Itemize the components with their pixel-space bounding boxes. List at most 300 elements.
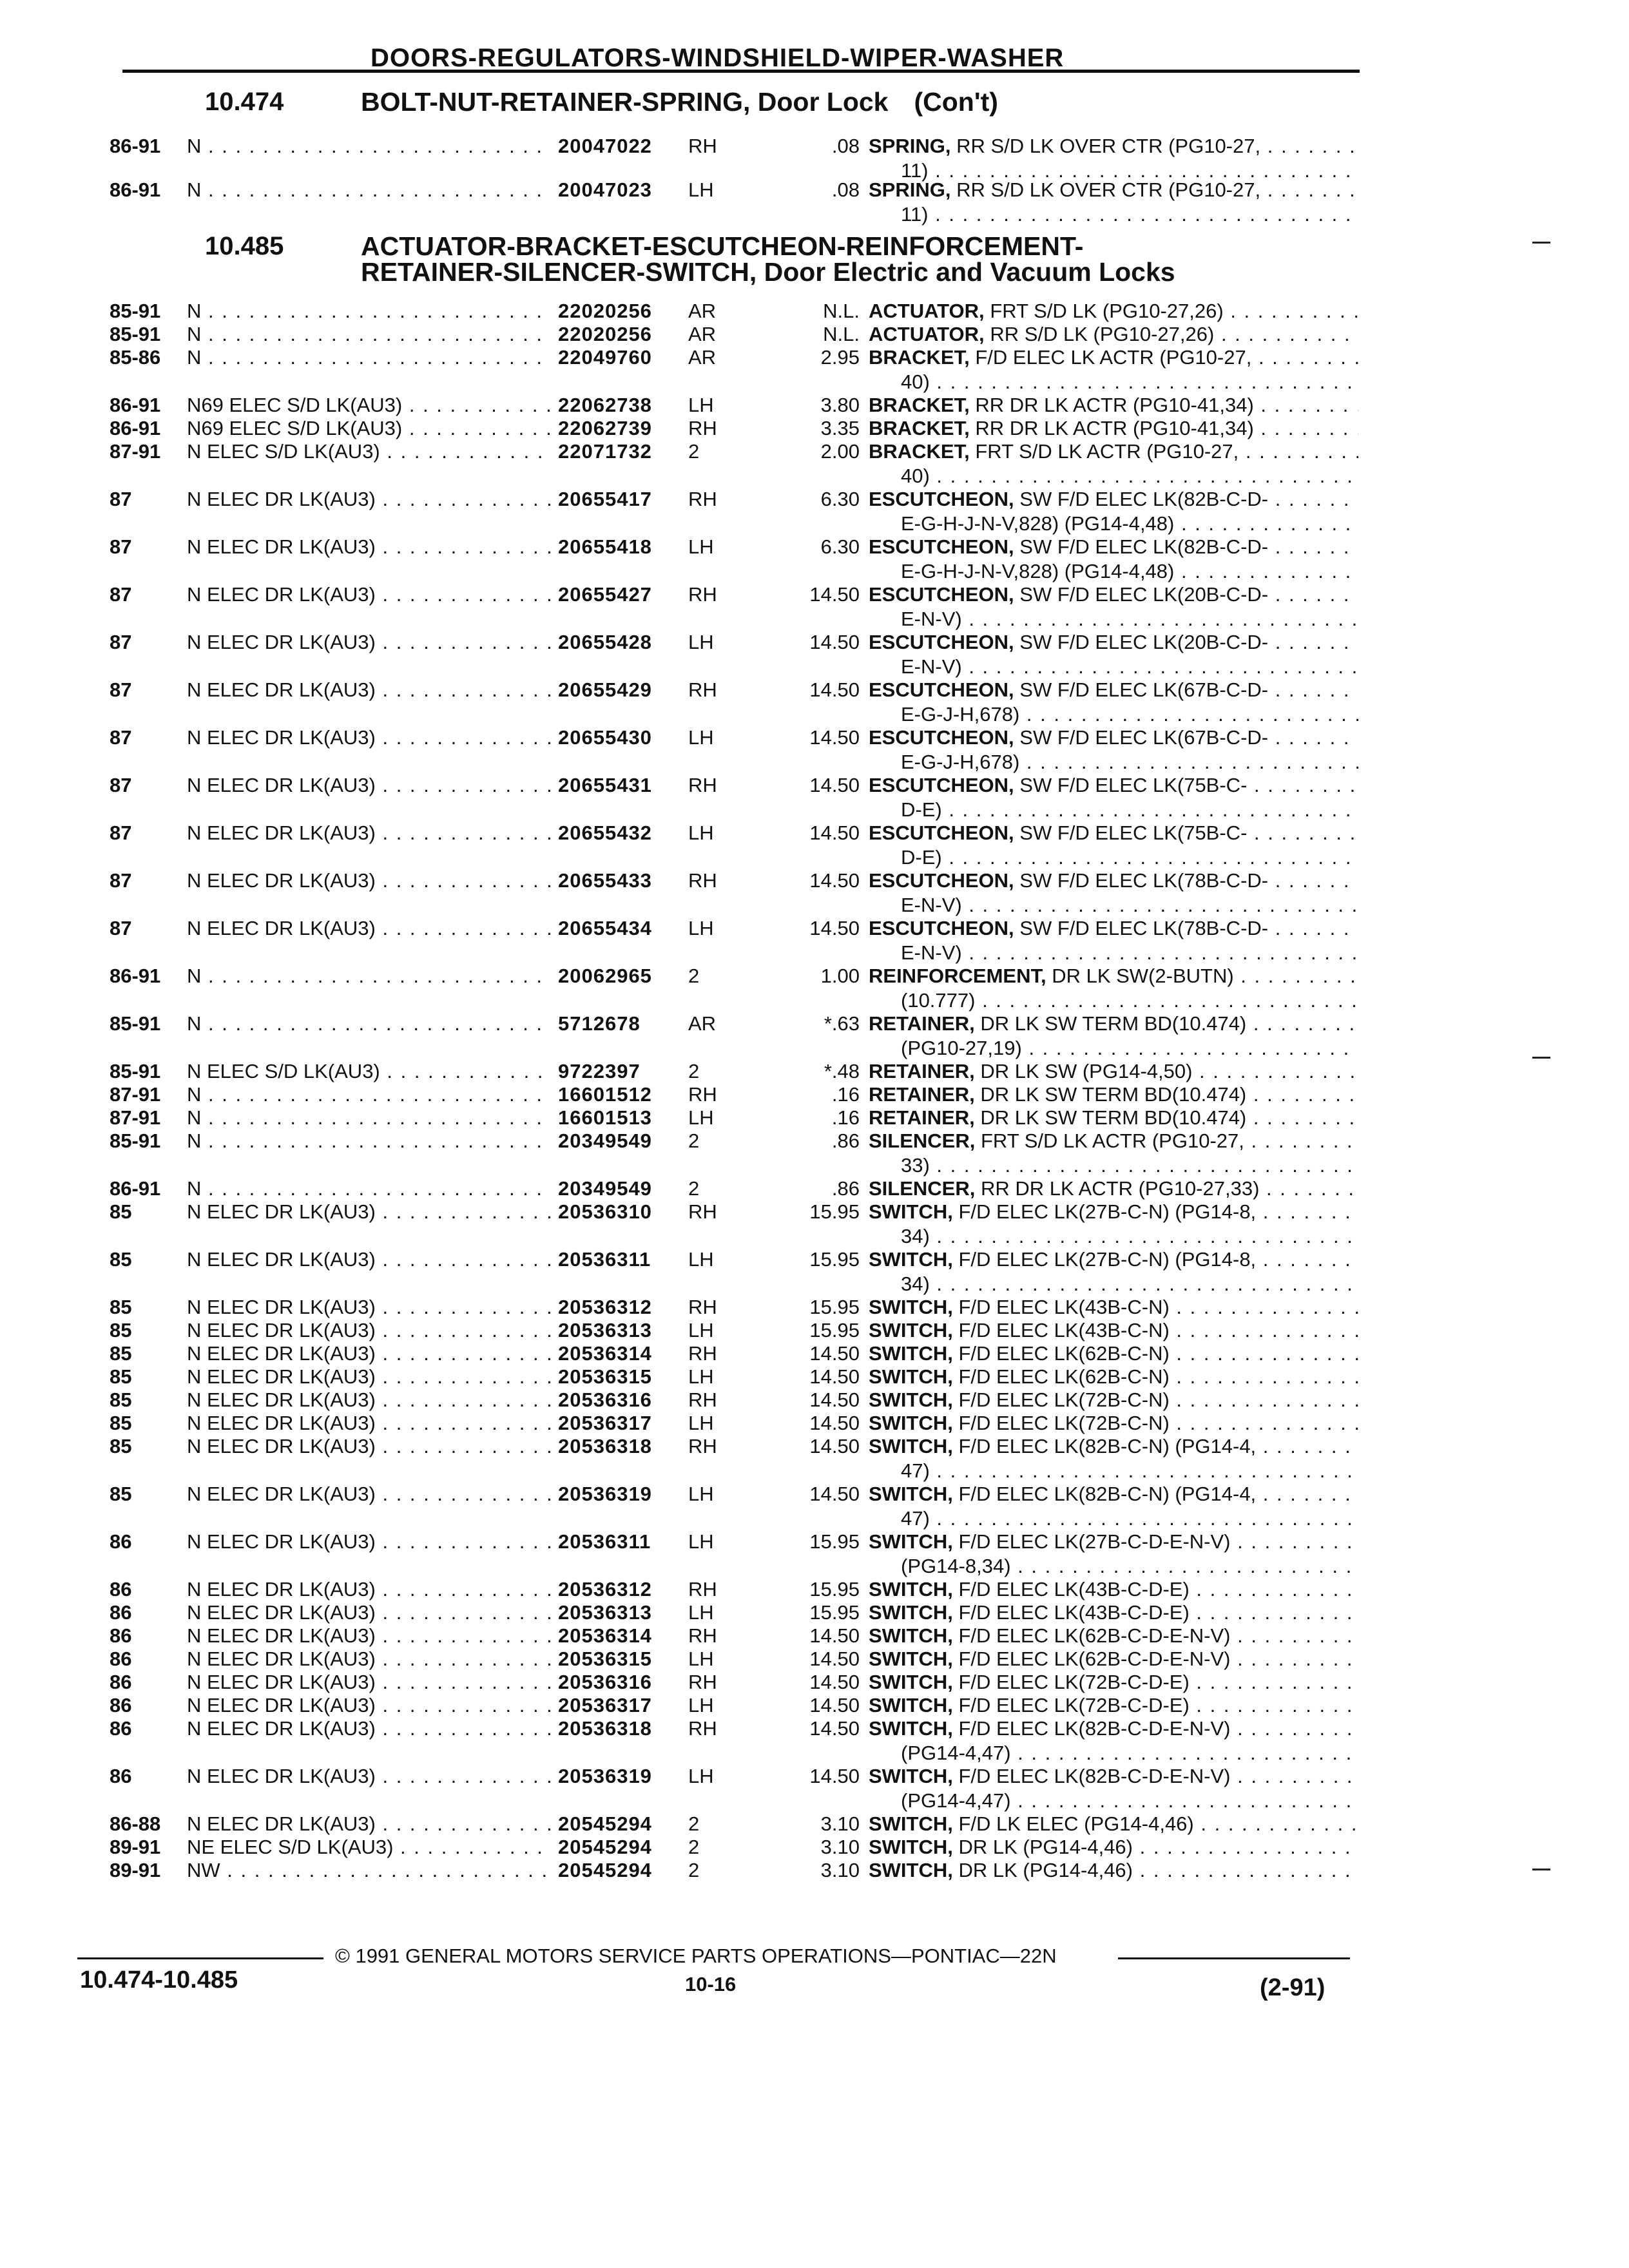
price: 15.95 xyxy=(809,1601,860,1624)
description-continuation: E-G-H-J-N-V,828) (PG14-4,48) . . . xyxy=(901,559,1358,584)
part-number: 20536311 xyxy=(558,1530,651,1553)
parts-row xyxy=(0,1295,1629,1320)
description-text: F/D ELEC LK(62B-C-D-E-N-V) xyxy=(958,1648,1231,1670)
model-years: 87-91 xyxy=(110,1083,161,1106)
model-years: 85 xyxy=(110,1200,132,1223)
description-keyword: SILENCER, xyxy=(869,1129,976,1152)
price: 14.50 xyxy=(809,1694,860,1716)
parts-row xyxy=(0,916,1629,964)
quantity: LH xyxy=(688,1106,714,1129)
model-years: 85 xyxy=(110,1319,132,1341)
footer-date: (2-91) xyxy=(1260,1974,1325,2001)
model-years: 85 xyxy=(110,1412,132,1434)
section-title: ACTUATOR-BRACKET-ESCUTCHEON-REINFORCEMENT- xyxy=(361,231,1084,261)
description-continuation: (PG14-8,34) . . . xyxy=(901,1554,1358,1579)
model-years: 87 xyxy=(110,535,132,558)
parts-row xyxy=(0,345,1629,393)
description-keyword: SWITCH, xyxy=(869,1624,953,1647)
description-keyword: SWITCH, xyxy=(869,1859,953,1881)
description-continuation: E-G-H-J-N-V,828) (PG14-4,48) . . . xyxy=(901,512,1358,536)
price: .08 xyxy=(831,135,860,157)
description-keyword: BRACKET, xyxy=(869,346,970,369)
parts-row xyxy=(0,1247,1629,1295)
quantity: RH xyxy=(688,1578,717,1600)
quantity: RH xyxy=(688,1342,717,1365)
part-number: 20545294 xyxy=(558,1836,652,1858)
usage-qualifier: N . . . xyxy=(187,178,552,202)
part-number: 20536314 xyxy=(558,1624,652,1647)
description-text: SW F/D ELEC LK(82B-C-D- xyxy=(1019,535,1269,558)
model-years: 86 xyxy=(110,1624,132,1647)
description xyxy=(869,1764,1358,1789)
description xyxy=(869,916,1358,941)
description-text: F/D ELEC LK(82B-C-N) (PG14-4, xyxy=(958,1435,1257,1457)
model-years: 86 xyxy=(110,1530,132,1553)
parts-row xyxy=(0,322,1629,347)
description-text: DR LK (PG14-4,46) xyxy=(958,1859,1133,1881)
usage-qualifier: N ELEC DR LK(AU3) . . . xyxy=(187,1411,552,1436)
description-keyword: ACTUATOR, xyxy=(869,300,985,322)
section-number: 10.474 xyxy=(205,88,284,116)
model-years: 85-91 xyxy=(110,1012,161,1035)
model-years: 85 xyxy=(110,1342,132,1365)
description-text: F/D ELEC LK(82B-C-N) (PG14-4, xyxy=(958,1483,1257,1505)
description-text: F/D ELEC LK(27B-C-N) (PG14-8, xyxy=(958,1248,1257,1271)
quantity: RH xyxy=(688,1389,717,1411)
model-years: 85 xyxy=(110,1389,132,1411)
description-text: SW F/D ELEC LK(78B-C-D- xyxy=(1019,917,1269,939)
price: 14.50 xyxy=(809,1365,860,1388)
price: .86 xyxy=(831,1177,860,1200)
parts-row xyxy=(0,134,1629,182)
model-years: 86 xyxy=(110,1601,132,1624)
part-number: 22020256 xyxy=(558,300,652,322)
description-keyword: ESCUTCHEON, xyxy=(869,822,1014,844)
description-keyword: ESCUTCHEON, xyxy=(869,678,1014,701)
part-number: 20536311 xyxy=(558,1248,651,1271)
parts-row xyxy=(0,773,1629,821)
model-years: 87 xyxy=(110,678,132,701)
description-text: F/D ELEC LK(72B-C-N) xyxy=(958,1389,1170,1411)
description-continuation: (PG10-27,19) . . . xyxy=(901,1036,1358,1061)
continued-label: (Con't) xyxy=(914,87,998,117)
part-number: 20545294 xyxy=(558,1812,652,1835)
price: 6.30 xyxy=(820,535,860,558)
model-years: 87 xyxy=(110,488,132,510)
usage-qualifier: N . . . xyxy=(187,134,552,159)
description xyxy=(869,393,1358,418)
description xyxy=(869,773,1358,798)
quantity: LH xyxy=(688,822,714,844)
model-years: 87 xyxy=(110,774,132,796)
quantity: RH xyxy=(688,1624,717,1647)
description-continuation: 47) . . . xyxy=(901,1459,1358,1483)
description-keyword: SWITCH, xyxy=(869,1389,953,1411)
description xyxy=(869,1411,1358,1436)
price: N.L. xyxy=(823,323,860,345)
parts-row xyxy=(0,1434,1629,1482)
description-text: F/D ELEC LK(72B-C-D-E) xyxy=(958,1694,1190,1716)
parts-row xyxy=(0,1177,1629,1201)
usage-qualifier: N ELEC S/D LK(AU3) . . . xyxy=(187,1059,552,1084)
description-continuation: 33) . . . xyxy=(901,1153,1358,1178)
description xyxy=(869,134,1358,159)
description xyxy=(869,487,1358,512)
quantity: LH xyxy=(688,394,714,416)
model-years: 86 xyxy=(110,1765,132,1787)
part-number: 20536317 xyxy=(558,1694,652,1716)
price: .86 xyxy=(831,1129,860,1152)
parts-row xyxy=(0,582,1629,630)
usage-qualifier: N ELEC DR LK(AU3) . . . xyxy=(187,487,552,512)
quantity: RH xyxy=(688,488,717,510)
model-years: 86 xyxy=(110,1648,132,1670)
part-number: 22020256 xyxy=(558,323,652,345)
parts-row xyxy=(0,869,1629,916)
part-number: 16601512 xyxy=(558,1083,652,1106)
quantity: LH xyxy=(688,1530,714,1553)
description xyxy=(869,1530,1358,1554)
model-years: 87 xyxy=(110,917,132,939)
description-continuation: (PG14-4,47) . . . xyxy=(901,1741,1358,1765)
model-years: 87-91 xyxy=(110,440,161,463)
model-years: 86-91 xyxy=(110,417,161,439)
description-continuation: (PG14-4,47) . . . xyxy=(901,1789,1358,1813)
part-number: 20536314 xyxy=(558,1342,652,1365)
quantity: AR xyxy=(688,346,717,369)
parts-row xyxy=(0,1530,1629,1577)
footer-rule xyxy=(77,1957,323,1959)
description-text: RR S/D LK OVER CTR (PG10-27, xyxy=(956,135,1261,157)
description xyxy=(869,1600,1358,1625)
price: N.L. xyxy=(823,300,860,322)
description-keyword: BRACKET, xyxy=(869,394,970,416)
description xyxy=(869,1012,1358,1036)
usage-qualifier: N ELEC S/D LK(AU3) . . . xyxy=(187,439,552,464)
model-years: 87 xyxy=(110,726,132,749)
quantity: RH xyxy=(688,774,717,796)
description-text: F/D ELEC LK(82B-C-D-E-N-V) xyxy=(958,1717,1231,1740)
price: 14.50 xyxy=(809,917,860,939)
description-keyword: SWITCH, xyxy=(869,1765,953,1787)
description-continuation: 34) . . . xyxy=(901,1224,1358,1249)
description xyxy=(869,1247,1358,1272)
model-years: 85-91 xyxy=(110,300,161,322)
model-years: 86 xyxy=(110,1717,132,1740)
parts-row xyxy=(0,1411,1629,1436)
usage-qualifier: N . . . xyxy=(187,322,552,347)
price: 15.95 xyxy=(809,1248,860,1271)
usage-qualifier: N ELEC DR LK(AU3) . . . xyxy=(187,1577,552,1602)
model-years: 89-91 xyxy=(110,1836,161,1858)
model-years: 86 xyxy=(110,1671,132,1693)
parts-row xyxy=(0,1764,1629,1812)
description xyxy=(869,678,1358,702)
usage-qualifier: N . . . xyxy=(187,1177,552,1201)
description-keyword: RETAINER, xyxy=(869,1012,975,1035)
header-rule xyxy=(122,70,1360,73)
usage-qualifier: N ELEC DR LK(AU3) . . . xyxy=(187,1764,552,1789)
price: 14.50 xyxy=(809,583,860,606)
part-number: 20536312 xyxy=(558,1578,652,1600)
usage-qualifier: N ELEC DR LK(AU3) . . . xyxy=(187,1247,552,1272)
description-text: F/D ELEC LK(62B-C-N) xyxy=(958,1342,1170,1365)
price: 3.10 xyxy=(820,1812,860,1835)
usage-qualifier: N ELEC DR LK(AU3) . . . xyxy=(187,773,552,798)
description-keyword: SWITCH, xyxy=(869,1342,953,1365)
description-keyword: ESCUTCHEON, xyxy=(869,535,1014,558)
description-continuation: 34) . . . xyxy=(901,1272,1358,1296)
usage-qualifier: N ELEC DR LK(AU3) . . . xyxy=(187,1647,552,1671)
parts-row xyxy=(0,1693,1629,1718)
usage-qualifier: N ELEC DR LK(AU3) . . . xyxy=(187,1624,552,1648)
description xyxy=(869,1577,1358,1602)
usage-qualifier: N . . . xyxy=(187,964,552,988)
margin-mark xyxy=(1532,1869,1550,1870)
margin-mark xyxy=(1532,1057,1550,1059)
price: 3.10 xyxy=(820,1859,860,1881)
price: 3.10 xyxy=(820,1836,860,1858)
price: 14.50 xyxy=(809,1765,860,1787)
part-number: 20047022 xyxy=(558,135,652,157)
parts-row xyxy=(0,1106,1629,1130)
description xyxy=(869,1647,1358,1671)
usage-qualifier: N . . . xyxy=(187,1106,552,1130)
parts-row xyxy=(0,1858,1629,1883)
quantity: AR xyxy=(688,323,717,345)
quantity: RH xyxy=(688,1083,717,1106)
price: 15.95 xyxy=(809,1530,860,1553)
part-number: 20545294 xyxy=(558,1859,652,1881)
part-number: 22049760 xyxy=(558,346,652,369)
description xyxy=(869,964,1358,988)
usage-qualifier: N ELEC DR LK(AU3) . . . xyxy=(187,1600,552,1625)
description-continuation: 40) . . . xyxy=(901,370,1358,394)
model-years: 86 xyxy=(110,1694,132,1716)
parts-row xyxy=(0,393,1629,418)
price: 14.50 xyxy=(809,1483,860,1505)
model-years: 86-91 xyxy=(110,965,161,987)
description-continuation: D-E) . . . xyxy=(901,798,1358,822)
price: .08 xyxy=(831,178,860,201)
model-years: 86-88 xyxy=(110,1812,161,1835)
part-number: 20536310 xyxy=(558,1200,652,1223)
part-number: 20349549 xyxy=(558,1129,652,1152)
description-keyword: SWITCH, xyxy=(869,1319,953,1341)
description-keyword: SPRING, xyxy=(869,178,951,201)
price: 15.95 xyxy=(809,1200,860,1223)
description xyxy=(869,1341,1358,1366)
quantity: RH xyxy=(688,1200,717,1223)
parts-row xyxy=(0,439,1629,487)
description xyxy=(869,1106,1358,1130)
description xyxy=(869,582,1358,607)
description-text: RR S/D LK OVER CTR (PG10-27, xyxy=(956,178,1261,201)
description-keyword: ESCUTCHEON, xyxy=(869,583,1014,606)
usage-qualifier: N ELEC DR LK(AU3) . . . xyxy=(187,1670,552,1695)
part-number: 20655432 xyxy=(558,822,652,844)
description xyxy=(869,299,1358,323)
price: 14.50 xyxy=(809,1412,860,1434)
parts-row xyxy=(0,178,1629,226)
price: 6.30 xyxy=(820,488,860,510)
parts-row xyxy=(0,1318,1629,1343)
parts-row xyxy=(0,821,1629,869)
parts-row xyxy=(0,1388,1629,1412)
part-number: 20655433 xyxy=(558,869,652,892)
description-keyword: RETAINER, xyxy=(869,1060,975,1082)
price: 14.50 xyxy=(809,1624,860,1647)
description-text: FRT S/D LK (PG10-27,26) xyxy=(990,300,1224,322)
usage-qualifier: N ELEC DR LK(AU3) . . . xyxy=(187,1812,552,1836)
description-keyword: SWITCH, xyxy=(869,1648,953,1670)
usage-qualifier: N ELEC DR LK(AU3) . . . xyxy=(187,869,552,893)
description xyxy=(869,1716,1358,1741)
part-number: 20349549 xyxy=(558,1177,652,1200)
part-number: 9722397 xyxy=(558,1060,641,1082)
description xyxy=(869,1670,1358,1695)
description-continuation: 40) . . . xyxy=(901,464,1358,488)
description-continuation: E-N-V) . . . xyxy=(901,655,1358,679)
part-number: 20655417 xyxy=(558,488,652,510)
price: 14.50 xyxy=(809,1342,860,1365)
part-number: 20536318 xyxy=(558,1435,652,1457)
quantity: LH xyxy=(688,1648,714,1670)
part-number: 22062738 xyxy=(558,394,652,416)
description-keyword: SWITCH, xyxy=(869,1812,953,1835)
quantity: LH xyxy=(688,1412,714,1434)
description-keyword: SWITCH, xyxy=(869,1671,953,1693)
description-keyword: ESCUTCHEON, xyxy=(869,869,1014,892)
description xyxy=(869,1318,1358,1343)
usage-qualifier: N ELEC DR LK(AU3) . . . xyxy=(187,1530,552,1554)
description-text: F/D LK ELEC (PG14-4,46) xyxy=(958,1812,1194,1835)
description xyxy=(869,821,1358,845)
quantity: RH xyxy=(688,417,717,439)
price: 14.50 xyxy=(809,1435,860,1457)
quantity: RH xyxy=(688,135,717,157)
model-years: 87 xyxy=(110,869,132,892)
price: 14.50 xyxy=(809,678,860,701)
usage-qualifier: N . . . xyxy=(187,1129,552,1153)
quantity: 2 xyxy=(688,1060,700,1082)
description xyxy=(869,1812,1358,1836)
part-number: 20536315 xyxy=(558,1365,652,1388)
quantity: LH xyxy=(688,1601,714,1624)
part-number: 20536312 xyxy=(558,1296,652,1318)
model-years: 85-91 xyxy=(110,323,161,345)
description-continuation: 47) . . . xyxy=(901,1506,1358,1531)
description xyxy=(869,1200,1358,1224)
description-keyword: SWITCH, xyxy=(869,1435,953,1457)
quantity: 2 xyxy=(688,1859,700,1881)
price: 14.50 xyxy=(809,822,860,844)
description xyxy=(869,1129,1358,1153)
model-years: 85 xyxy=(110,1483,132,1505)
parts-row xyxy=(0,299,1629,323)
quantity: 2 xyxy=(688,440,700,463)
description-text: DR LK SW (PG14-4,50) xyxy=(980,1060,1193,1082)
description-keyword: ESCUTCHEON, xyxy=(869,726,1014,749)
parts-row xyxy=(0,1129,1629,1177)
description-continuation: E-N-V) . . . xyxy=(901,941,1358,965)
model-years: 87-91 xyxy=(110,1106,161,1129)
part-number: 20655431 xyxy=(558,774,652,796)
price: 14.50 xyxy=(809,1389,860,1411)
description-text: SW F/D ELEC LK(67B-C-D- xyxy=(1019,726,1269,749)
parts-row xyxy=(0,416,1629,441)
quantity: RH xyxy=(688,1296,717,1318)
description xyxy=(869,345,1358,370)
description-keyword: BRACKET, xyxy=(869,417,970,439)
usage-qualifier: N ELEC DR LK(AU3) . . . xyxy=(187,630,552,655)
description xyxy=(869,535,1358,559)
price: .16 xyxy=(831,1106,860,1129)
usage-qualifier: NE ELEC S/D LK(AU3) . . . xyxy=(187,1835,552,1860)
price: 14.50 xyxy=(809,1717,860,1740)
description-text: F/D ELEC LK(62B-C-N) xyxy=(958,1365,1170,1388)
description-text: F/D ELEC LK(72B-C-D-E) xyxy=(958,1671,1190,1693)
part-number: 20655430 xyxy=(558,726,652,749)
description-continuation: E-G-J-H,678) . . . xyxy=(901,702,1358,727)
section-number: 10.485 xyxy=(205,232,284,260)
part-number: 20536319 xyxy=(558,1765,652,1787)
quantity: 2 xyxy=(688,965,700,987)
usage-qualifier: N . . . xyxy=(187,299,552,323)
parts-row xyxy=(0,964,1629,1012)
quantity: RH xyxy=(688,1717,717,1740)
description-keyword: REINFORCEMENT, xyxy=(869,965,1046,987)
description-keyword: SWITCH, xyxy=(869,1412,953,1434)
description-text: F/D ELEC LK(43B-C-D-E) xyxy=(958,1601,1190,1624)
parts-row xyxy=(0,1812,1629,1836)
usage-qualifier: N ELEC DR LK(AU3) . . . xyxy=(187,1482,552,1506)
description-keyword: SWITCH, xyxy=(869,1248,953,1271)
description-keyword: SWITCH, xyxy=(869,1530,953,1553)
parts-row xyxy=(0,1647,1629,1671)
usage-qualifier: N ELEC DR LK(AU3) . . . xyxy=(187,678,552,702)
description-text: RR DR LK ACTR (PG10-27,33) xyxy=(980,1177,1260,1200)
part-number: 20655427 xyxy=(558,583,652,606)
parts-row xyxy=(0,535,1629,582)
description-continuation: D-E) . . . xyxy=(901,845,1358,870)
description-text: DR LK SW TERM BD(10.474) xyxy=(980,1083,1247,1106)
description-keyword: SWITCH, xyxy=(869,1365,953,1388)
parts-row xyxy=(0,630,1629,678)
description-text: F/D ELEC LK(43B-C-N) xyxy=(958,1296,1170,1318)
usage-qualifier: N ELEC DR LK(AU3) . . . xyxy=(187,1365,552,1389)
price: 14.50 xyxy=(809,869,860,892)
description xyxy=(869,1295,1358,1320)
quantity: LH xyxy=(688,1365,714,1388)
parts-row xyxy=(0,1716,1629,1764)
price: 15.95 xyxy=(809,1578,860,1600)
price: 15.95 xyxy=(809,1319,860,1341)
model-years: 85-86 xyxy=(110,346,161,369)
quantity: RH xyxy=(688,869,717,892)
model-years: 87 xyxy=(110,822,132,844)
description-keyword: SWITCH, xyxy=(869,1483,953,1505)
parts-row xyxy=(0,1200,1629,1247)
description-text: F/D ELEC LK(72B-C-N) xyxy=(958,1412,1170,1434)
quantity: LH xyxy=(688,631,714,653)
price: 14.50 xyxy=(809,1648,860,1670)
part-number: 16601513 xyxy=(558,1106,652,1129)
description-text: F/D ELEC LK(82B-C-D-E-N-V) xyxy=(958,1765,1231,1787)
description-keyword: ACTUATOR, xyxy=(869,323,985,345)
part-number: 20536315 xyxy=(558,1648,652,1670)
model-years: 85-91 xyxy=(110,1129,161,1152)
